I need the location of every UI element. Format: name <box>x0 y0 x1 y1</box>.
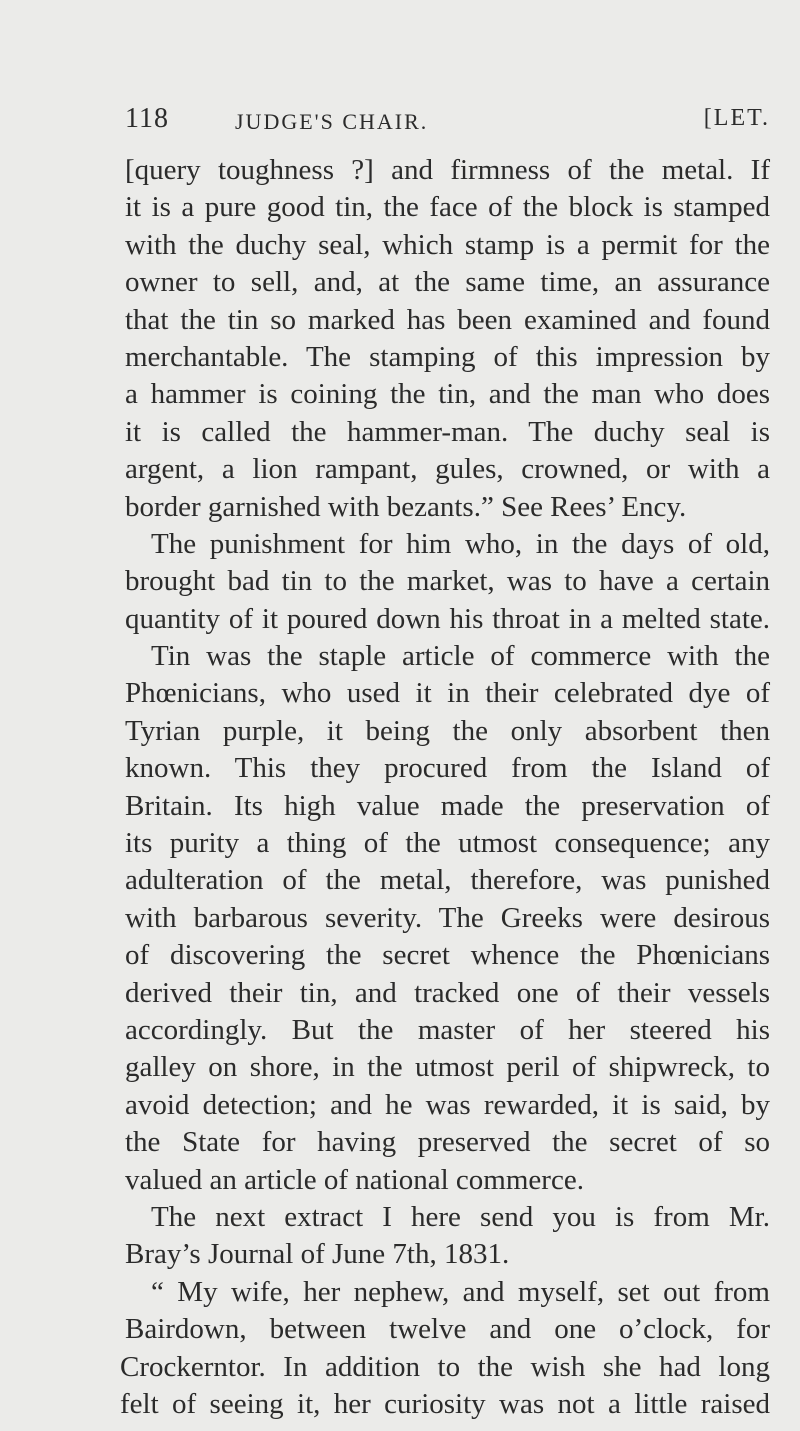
text-line: that the tin so marked has been examined and found <box>125 303 770 336</box>
text-line: Bairdown, between twelve and one o’clock, for <box>125 1313 770 1346</box>
text-line: Phœnicians, who used it in their celebrated dye of <box>125 677 770 710</box>
text-line: a hammer is coining the tin, and the man who does <box>125 378 770 411</box>
text-line: with the duchy seal, which stamp is a permit for the <box>125 228 770 261</box>
text-line: it is a pure good tin, the face of the block is stamped <box>125 191 770 224</box>
text-line: The next extract I here send you is from Mr. <box>151 1200 770 1233</box>
text-line: Tyrian purple, it being the only absorbent then <box>125 714 770 747</box>
text-line: accordingly. But the master of her steered his <box>125 1013 770 1046</box>
text-line: brought bad tin to the market, was to have a certain <box>125 565 770 598</box>
text-line: the State for having preserved the secret of so <box>125 1126 770 1159</box>
text-line: of discovering the secret whence the Phœnicians <box>125 939 770 972</box>
text-line: Crockerntor. In addition to the wish she had long <box>120 1350 770 1383</box>
text-line: owner to sell, and, at the same time, an assurance <box>125 266 770 299</box>
text-line: with barbarous severity. The Greeks were desirous <box>125 901 770 934</box>
text-line: border garnished with bezants.” See Rees’ Ency. <box>125 490 687 523</box>
text-line: Britain. Its high value made the preservation of <box>125 789 770 822</box>
text-line: derived their tin, and tracked one of their vessels <box>125 976 770 1009</box>
section-mark: [LET. <box>703 105 770 131</box>
text-line: valued an article of national commerce. <box>125 1163 584 1196</box>
text-line: its purity a thing of the utmost consequence; any <box>125 827 770 860</box>
text-line: [query toughness ?] and firmness of the metal. If <box>125 154 770 186</box>
running-title: JUDGE'S CHAIR. <box>235 109 429 134</box>
text-line: galley on shore, in the utmost peril of shipwreck, to <box>125 1051 770 1084</box>
text-line: it is called the hammer-man. The duchy seal is <box>125 415 770 448</box>
text-line: avoid detection; and he was rewarded, it is said, by <box>125 1088 770 1121</box>
text-line: “ My wife, her nephew, and myself, set out from <box>151 1275 770 1308</box>
body-text <box>120 152 770 1423</box>
page-number: 118 <box>125 103 169 134</box>
text-line: The punishment for him who, in the days of old, <box>151 527 770 560</box>
text-line: adulteration of the metal, therefore, was punished <box>125 864 770 897</box>
text-line: Bray’s Journal of June 7th, 1831. <box>125 1238 510 1271</box>
text-line: quantity of it poured down his throat in a melted state. <box>125 602 770 635</box>
text-line: felt of seeing it, her curiosity was not a little raised <box>120 1387 770 1420</box>
text-line: merchantable. The stamping of this impression by <box>125 340 770 373</box>
text-line: argent, a lion rampant, gules, crowned, or with a <box>125 453 770 486</box>
text-line: known. This they procured from the Island of <box>125 752 770 785</box>
running-head <box>125 103 780 143</box>
text-line: Tin was the staple article of commerce with the <box>151 640 770 673</box>
